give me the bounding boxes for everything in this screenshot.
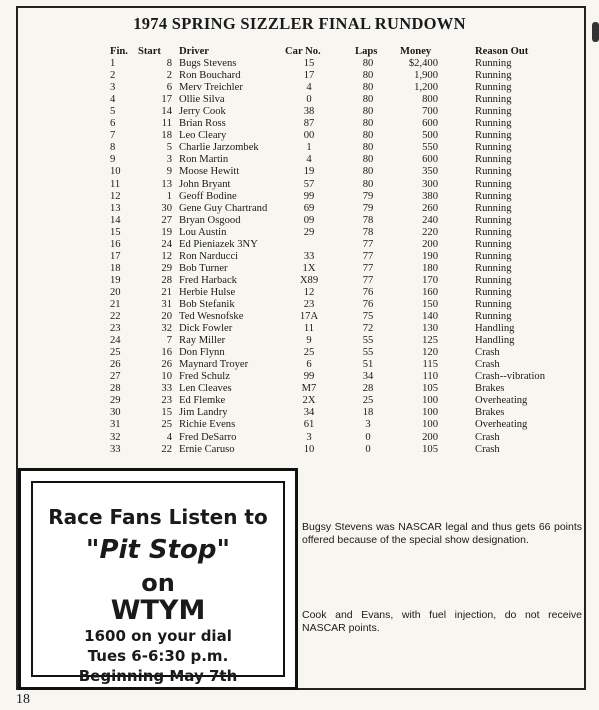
cell-fin: 4	[110, 94, 116, 106]
cell-driver: Herbie Hulse	[179, 286, 236, 298]
cell-driver: Dick Fowler	[179, 323, 233, 335]
cell-driver: Ron Martin	[179, 154, 229, 166]
cell-driver: Fred Schulz	[179, 371, 230, 383]
table-row	[110, 106, 570, 118]
table-row	[110, 227, 570, 239]
cell-driver: John Bryant	[179, 178, 231, 190]
cell-driver: Len Cleaves	[179, 383, 232, 395]
cell-money: 260	[422, 202, 438, 214]
cell-start: 6	[166, 82, 172, 94]
cell-car: 33	[303, 250, 315, 262]
page-title: 1974 SPRING SIZZLER FINAL RUNDOWN	[133, 14, 466, 33]
cell-money: 100	[422, 395, 438, 407]
cell-start: 29	[161, 262, 172, 274]
table-body	[110, 58, 570, 456]
cell-driver: Bryan Osgood	[179, 214, 241, 226]
cell-reason: Crash	[475, 347, 500, 359]
cell-laps: 72	[362, 323, 374, 335]
cell-start: 32	[161, 323, 172, 335]
cell-fin: 24	[110, 335, 121, 347]
cell-laps: 75	[362, 311, 374, 323]
table-row	[110, 215, 570, 227]
cell-money: 190	[422, 250, 438, 262]
cell-money: 105	[422, 443, 438, 455]
cell-fin: 25	[110, 347, 121, 359]
cell-driver: Ernie Caruso	[179, 443, 235, 455]
cell-money: 200	[422, 238, 438, 250]
table-row	[110, 203, 570, 215]
cell-driver: Ted Wesnofske	[179, 311, 244, 323]
cell-driver: Moose Hewitt	[179, 166, 240, 178]
cell-reason: Running	[475, 82, 512, 94]
cell-driver: Leo Cleary	[179, 130, 227, 142]
table-row	[110, 263, 570, 275]
cell-fin: 19	[110, 274, 121, 286]
cell-fin: 6	[110, 118, 116, 130]
cell-laps: 55	[362, 335, 374, 347]
cell-fin: 1	[110, 58, 116, 70]
cell-money: 800	[422, 94, 438, 106]
cell-fin: 27	[110, 371, 121, 383]
cell-car: M7	[301, 383, 317, 395]
cell-fin: 33	[110, 443, 121, 455]
table-row	[110, 383, 570, 395]
note-fuel-injection: Cook and Evans, with fuel injection, do not receive NASCAR points.	[302, 609, 582, 634]
cell-laps: 80	[362, 142, 374, 154]
cell-fin: 5	[110, 106, 116, 118]
cell-start: 1	[166, 190, 172, 202]
cell-reason: Crash	[475, 431, 500, 443]
cell-car: 57	[303, 178, 315, 190]
header-money: Money	[400, 46, 432, 57]
cell-money: 1,900	[414, 70, 438, 82]
cell-car: 4	[306, 154, 312, 166]
cell-car: 17	[303, 70, 315, 82]
table-row	[110, 179, 570, 191]
cell-reason: Running	[475, 142, 512, 154]
table-row	[110, 335, 570, 347]
table-row	[110, 419, 570, 431]
table-row	[110, 311, 570, 323]
cell-start: 5	[166, 142, 172, 154]
ad-on: on	[141, 569, 175, 597]
cell-money: 100	[422, 407, 438, 419]
cell-reason: Running	[475, 154, 512, 166]
cell-driver: Ed Pieniazek 3NY	[179, 238, 258, 250]
cell-fin: 30	[110, 407, 121, 419]
cell-fin: 9	[110, 154, 116, 166]
cell-driver: Bob Stefanik	[179, 298, 235, 310]
cell-fin: 21	[110, 298, 121, 310]
cell-money: 130	[422, 323, 438, 335]
table-row	[110, 94, 570, 106]
cell-money: 110	[422, 371, 438, 383]
cell-start: 17	[161, 94, 172, 106]
cell-driver: Jerry Cook	[179, 106, 226, 118]
cell-fin: 8	[110, 142, 116, 154]
cell-laps: 77	[362, 250, 374, 262]
cell-start: 4	[166, 431, 172, 443]
cell-money: 150	[422, 298, 438, 310]
cell-start: 10	[161, 371, 172, 383]
cell-fin: 15	[110, 226, 121, 238]
cell-laps: 78	[362, 214, 374, 226]
cell-fin: 31	[110, 419, 121, 431]
cell-fin: 12	[110, 190, 121, 202]
cell-reason: Handling	[475, 335, 515, 347]
cell-reason: Running	[475, 311, 512, 323]
cell-laps: 80	[362, 178, 374, 190]
cell-driver: Bob Turner	[179, 262, 228, 274]
cell-start: 23	[161, 395, 172, 407]
cell-driver: Fred DeSarro	[179, 431, 237, 443]
cell-car: 10	[303, 443, 315, 455]
table-row	[110, 154, 570, 166]
cell-fin: 20	[110, 286, 121, 298]
cell-reason: Running	[475, 214, 512, 226]
cell-car: 12	[303, 286, 315, 298]
cell-fin: 26	[110, 359, 121, 371]
cell-money: 300	[422, 178, 438, 190]
cell-car: 6	[306, 359, 312, 371]
cell-fin: 10	[110, 166, 121, 178]
cell-laps: 77	[362, 262, 374, 274]
ad-station: WTYM	[110, 595, 206, 626]
cell-start: 8	[166, 58, 172, 70]
cell-money: 125	[422, 335, 438, 347]
cell-start: 13	[161, 178, 172, 190]
cell-car: X89	[299, 274, 319, 286]
cell-money: 1,200	[414, 82, 438, 94]
cell-laps: 0	[365, 443, 371, 455]
cell-car: 11	[303, 323, 315, 335]
cell-fin: 13	[110, 202, 121, 214]
table-row	[110, 191, 570, 203]
cell-start: 2	[166, 70, 172, 82]
cell-driver: Ed Flemke	[179, 395, 226, 407]
cell-fin: 11	[110, 178, 121, 190]
cell-reason: Overheating	[475, 419, 528, 431]
cell-reason: Handling	[475, 323, 515, 335]
cell-car: 15	[303, 58, 315, 70]
cell-car: 09	[303, 214, 315, 226]
cell-money: 100	[422, 419, 438, 431]
cell-start: 21	[161, 286, 172, 298]
cell-laps: 80	[362, 58, 374, 70]
cell-money: 180	[422, 262, 438, 274]
ad-start-date: Beginning May 7th	[78, 667, 238, 685]
cell-start: 33	[161, 383, 172, 395]
cell-laps: 80	[362, 82, 374, 94]
cell-start: 26	[161, 359, 172, 371]
table-row	[110, 275, 570, 287]
cell-laps: 80	[362, 106, 374, 118]
cell-reason: Running	[475, 70, 512, 82]
cell-fin: 7	[110, 130, 116, 142]
cell-car: 1	[306, 142, 312, 154]
cell-fin: 3	[110, 82, 116, 94]
table-row	[110, 142, 570, 154]
table-row	[110, 82, 570, 94]
cell-laps: 76	[362, 286, 374, 298]
table-row	[110, 118, 570, 130]
cell-money: 600	[422, 154, 438, 166]
cell-car: 34	[303, 407, 315, 419]
cell-reason: Running	[475, 238, 512, 250]
cell-laps: 76	[362, 298, 374, 310]
table-row	[110, 395, 570, 407]
cell-laps: 0	[365, 431, 371, 443]
table-row	[110, 299, 570, 311]
cell-money: 140	[422, 311, 438, 323]
cell-reason: Running	[475, 274, 512, 286]
cell-start: 18	[161, 130, 172, 142]
table-header-row	[110, 46, 570, 58]
header-laps: Laps	[355, 46, 378, 57]
cell-money: 120	[422, 347, 438, 359]
cell-start: 3	[166, 154, 172, 166]
cell-laps: 77	[362, 238, 374, 250]
cell-start: 27	[161, 214, 172, 226]
cell-money: 700	[422, 106, 438, 118]
cell-car: 61	[303, 419, 315, 431]
table-row	[110, 70, 570, 82]
table-row	[110, 371, 570, 383]
cell-reason: Crash--vibration	[475, 371, 546, 383]
cell-start: 7	[166, 335, 172, 347]
cell-laps: 3	[365, 419, 371, 431]
cell-start: 25	[161, 419, 172, 431]
results-table	[110, 46, 570, 456]
cell-start: 9	[166, 166, 172, 178]
cell-car: 00	[303, 130, 315, 142]
cell-car: 1X	[302, 262, 316, 274]
cell-driver: Maynard Troyer	[179, 359, 249, 371]
cell-reason: Running	[475, 106, 512, 118]
cell-reason: Running	[475, 262, 512, 274]
cell-start: 12	[161, 250, 172, 262]
cell-start: 11	[161, 118, 172, 130]
cell-reason: Brakes	[475, 407, 505, 419]
cell-laps: 78	[362, 226, 374, 238]
cell-car: 0	[306, 94, 312, 106]
cell-fin: 16	[110, 238, 121, 250]
cell-driver: Brian Ross	[179, 118, 226, 130]
header-start: Start	[138, 46, 161, 57]
cell-fin: 17	[110, 250, 121, 262]
table-row	[110, 166, 570, 178]
cell-laps: 28	[362, 383, 374, 395]
cell-start: 28	[161, 274, 172, 286]
cell-laps: 80	[362, 70, 374, 82]
cell-driver: Ron Narducci	[179, 250, 239, 262]
header-fin: Fin.	[110, 46, 128, 57]
cell-driver: Charlie Jarzombek	[179, 142, 259, 154]
ad-frequency: 1600 on your dial	[84, 627, 232, 645]
cell-start: 19	[161, 226, 172, 238]
table-row	[110, 239, 570, 251]
cell-car: 23	[303, 298, 315, 310]
cell-car: 9	[306, 335, 312, 347]
header-car: Car No.	[285, 46, 321, 57]
header-reason: Reason Out	[475, 46, 529, 57]
cell-car: 19	[303, 166, 315, 178]
cell-laps: 55	[362, 347, 374, 359]
cell-fin: 23	[110, 323, 121, 335]
cell-start: 20	[161, 311, 172, 323]
cell-car: 4	[306, 82, 312, 94]
cell-reason: Running	[475, 202, 512, 214]
cell-money: 240	[422, 214, 438, 226]
cell-driver: Fred Harback	[179, 274, 237, 286]
cell-money: 350	[422, 166, 438, 178]
cell-laps: 80	[362, 94, 374, 106]
cell-laps: 79	[362, 202, 374, 214]
cell-money: 170	[422, 274, 438, 286]
cell-start: 16	[161, 347, 172, 359]
cell-reason: Running	[475, 298, 512, 310]
cell-start: 24	[161, 238, 172, 250]
cell-car: 87	[303, 118, 315, 130]
cell-laps: 18	[362, 407, 374, 419]
header-driver: Driver	[179, 46, 209, 57]
cell-money: 550	[422, 142, 438, 154]
cell-fin: 32	[110, 431, 121, 443]
cell-car: 29	[303, 226, 315, 238]
cell-fin: 22	[110, 311, 121, 323]
cell-car: 17A	[299, 311, 319, 323]
cell-money: 500	[422, 130, 438, 142]
ad-show-name: "Pit Stop"	[85, 535, 231, 565]
cell-laps: 25	[362, 395, 374, 407]
cell-money: 105	[422, 383, 438, 395]
cell-car: 69	[303, 202, 315, 214]
table-row	[110, 251, 570, 263]
cell-start: 22	[161, 443, 172, 455]
cell-car: 25	[303, 347, 315, 359]
cell-fin: 29	[110, 395, 121, 407]
table-row	[110, 359, 570, 371]
note-stevens: Bugsy Stevens was NASCAR legal and thus gets 66 points offered because of the special show designation.	[302, 521, 582, 546]
radio-ad	[18, 468, 298, 690]
table-row	[110, 58, 570, 70]
cell-laps: 77	[362, 274, 374, 286]
cell-fin: 28	[110, 383, 121, 395]
cell-start: 15	[161, 407, 172, 419]
cell-driver: Gene Guy Chartrand	[179, 202, 268, 214]
cell-reason: Running	[475, 178, 512, 190]
cell-reason: Overheating	[475, 395, 528, 407]
table-row	[110, 347, 570, 359]
cell-car: 99	[303, 371, 315, 383]
cell-laps: 79	[362, 190, 374, 202]
cell-start: 14	[161, 106, 172, 118]
ad-schedule: Tues 6-6:30 p.m.	[87, 647, 229, 665]
cell-reason: Running	[475, 58, 512, 70]
page-number: 18	[16, 692, 30, 707]
cell-car: 3	[306, 431, 312, 443]
cell-reason: Crash	[475, 359, 500, 371]
cell-fin: 2	[110, 70, 116, 82]
cell-driver: Ron Bouchard	[179, 70, 241, 82]
cell-car: 99	[303, 190, 315, 202]
cell-laps: 80	[362, 118, 374, 130]
cell-reason: Running	[475, 286, 512, 298]
cell-driver: Richie Evens	[179, 419, 236, 431]
cell-reason: Crash	[475, 443, 500, 455]
table-row	[110, 130, 570, 142]
cell-car: 38	[303, 106, 315, 118]
cell-laps: 80	[362, 130, 374, 142]
cell-driver: Lou Austin	[179, 226, 227, 238]
cell-fin: 18	[110, 262, 121, 274]
table-row	[110, 323, 570, 335]
cell-money: 115	[422, 359, 438, 371]
cell-driver: Bugs Stevens	[179, 58, 237, 70]
cell-reason: Running	[475, 94, 512, 106]
cell-car: 2X	[302, 395, 316, 407]
cell-money: 200	[422, 431, 438, 443]
cell-start: 31	[161, 298, 172, 310]
cell-reason: Running	[475, 130, 512, 142]
cell-start: 30	[161, 202, 172, 214]
table-row	[110, 444, 570, 456]
cell-driver: Ollie Silva	[179, 94, 225, 106]
cell-money: 220	[422, 226, 438, 238]
table-row	[110, 407, 570, 419]
cell-money: $2,400	[408, 58, 438, 70]
cell-laps: 34	[362, 371, 374, 383]
cell-reason: Running	[475, 190, 512, 202]
ad-headline: Race Fans Listen to	[48, 505, 268, 529]
cell-money: 600	[422, 118, 438, 130]
table-row	[110, 287, 570, 299]
cell-driver: Geoff Bodine	[179, 190, 237, 202]
cell-money: 160	[422, 286, 438, 298]
cell-money: 380	[422, 190, 438, 202]
cell-driver: Merv Treichler	[179, 82, 243, 94]
cell-driver: Jim Landry	[179, 407, 228, 419]
cell-laps: 80	[362, 166, 374, 178]
cell-reason: Running	[475, 118, 512, 130]
cell-reason: Running	[475, 226, 512, 238]
cell-fin: 14	[110, 214, 121, 226]
cell-reason: Running	[475, 250, 512, 262]
cell-laps: 80	[362, 154, 374, 166]
cell-laps: 51	[362, 359, 374, 371]
cell-reason: Brakes	[475, 383, 505, 395]
table-row	[110, 432, 570, 444]
cell-driver: Ray Miller	[179, 335, 226, 347]
cell-driver: Don Flynn	[179, 347, 225, 359]
cell-reason: Running	[475, 166, 512, 178]
